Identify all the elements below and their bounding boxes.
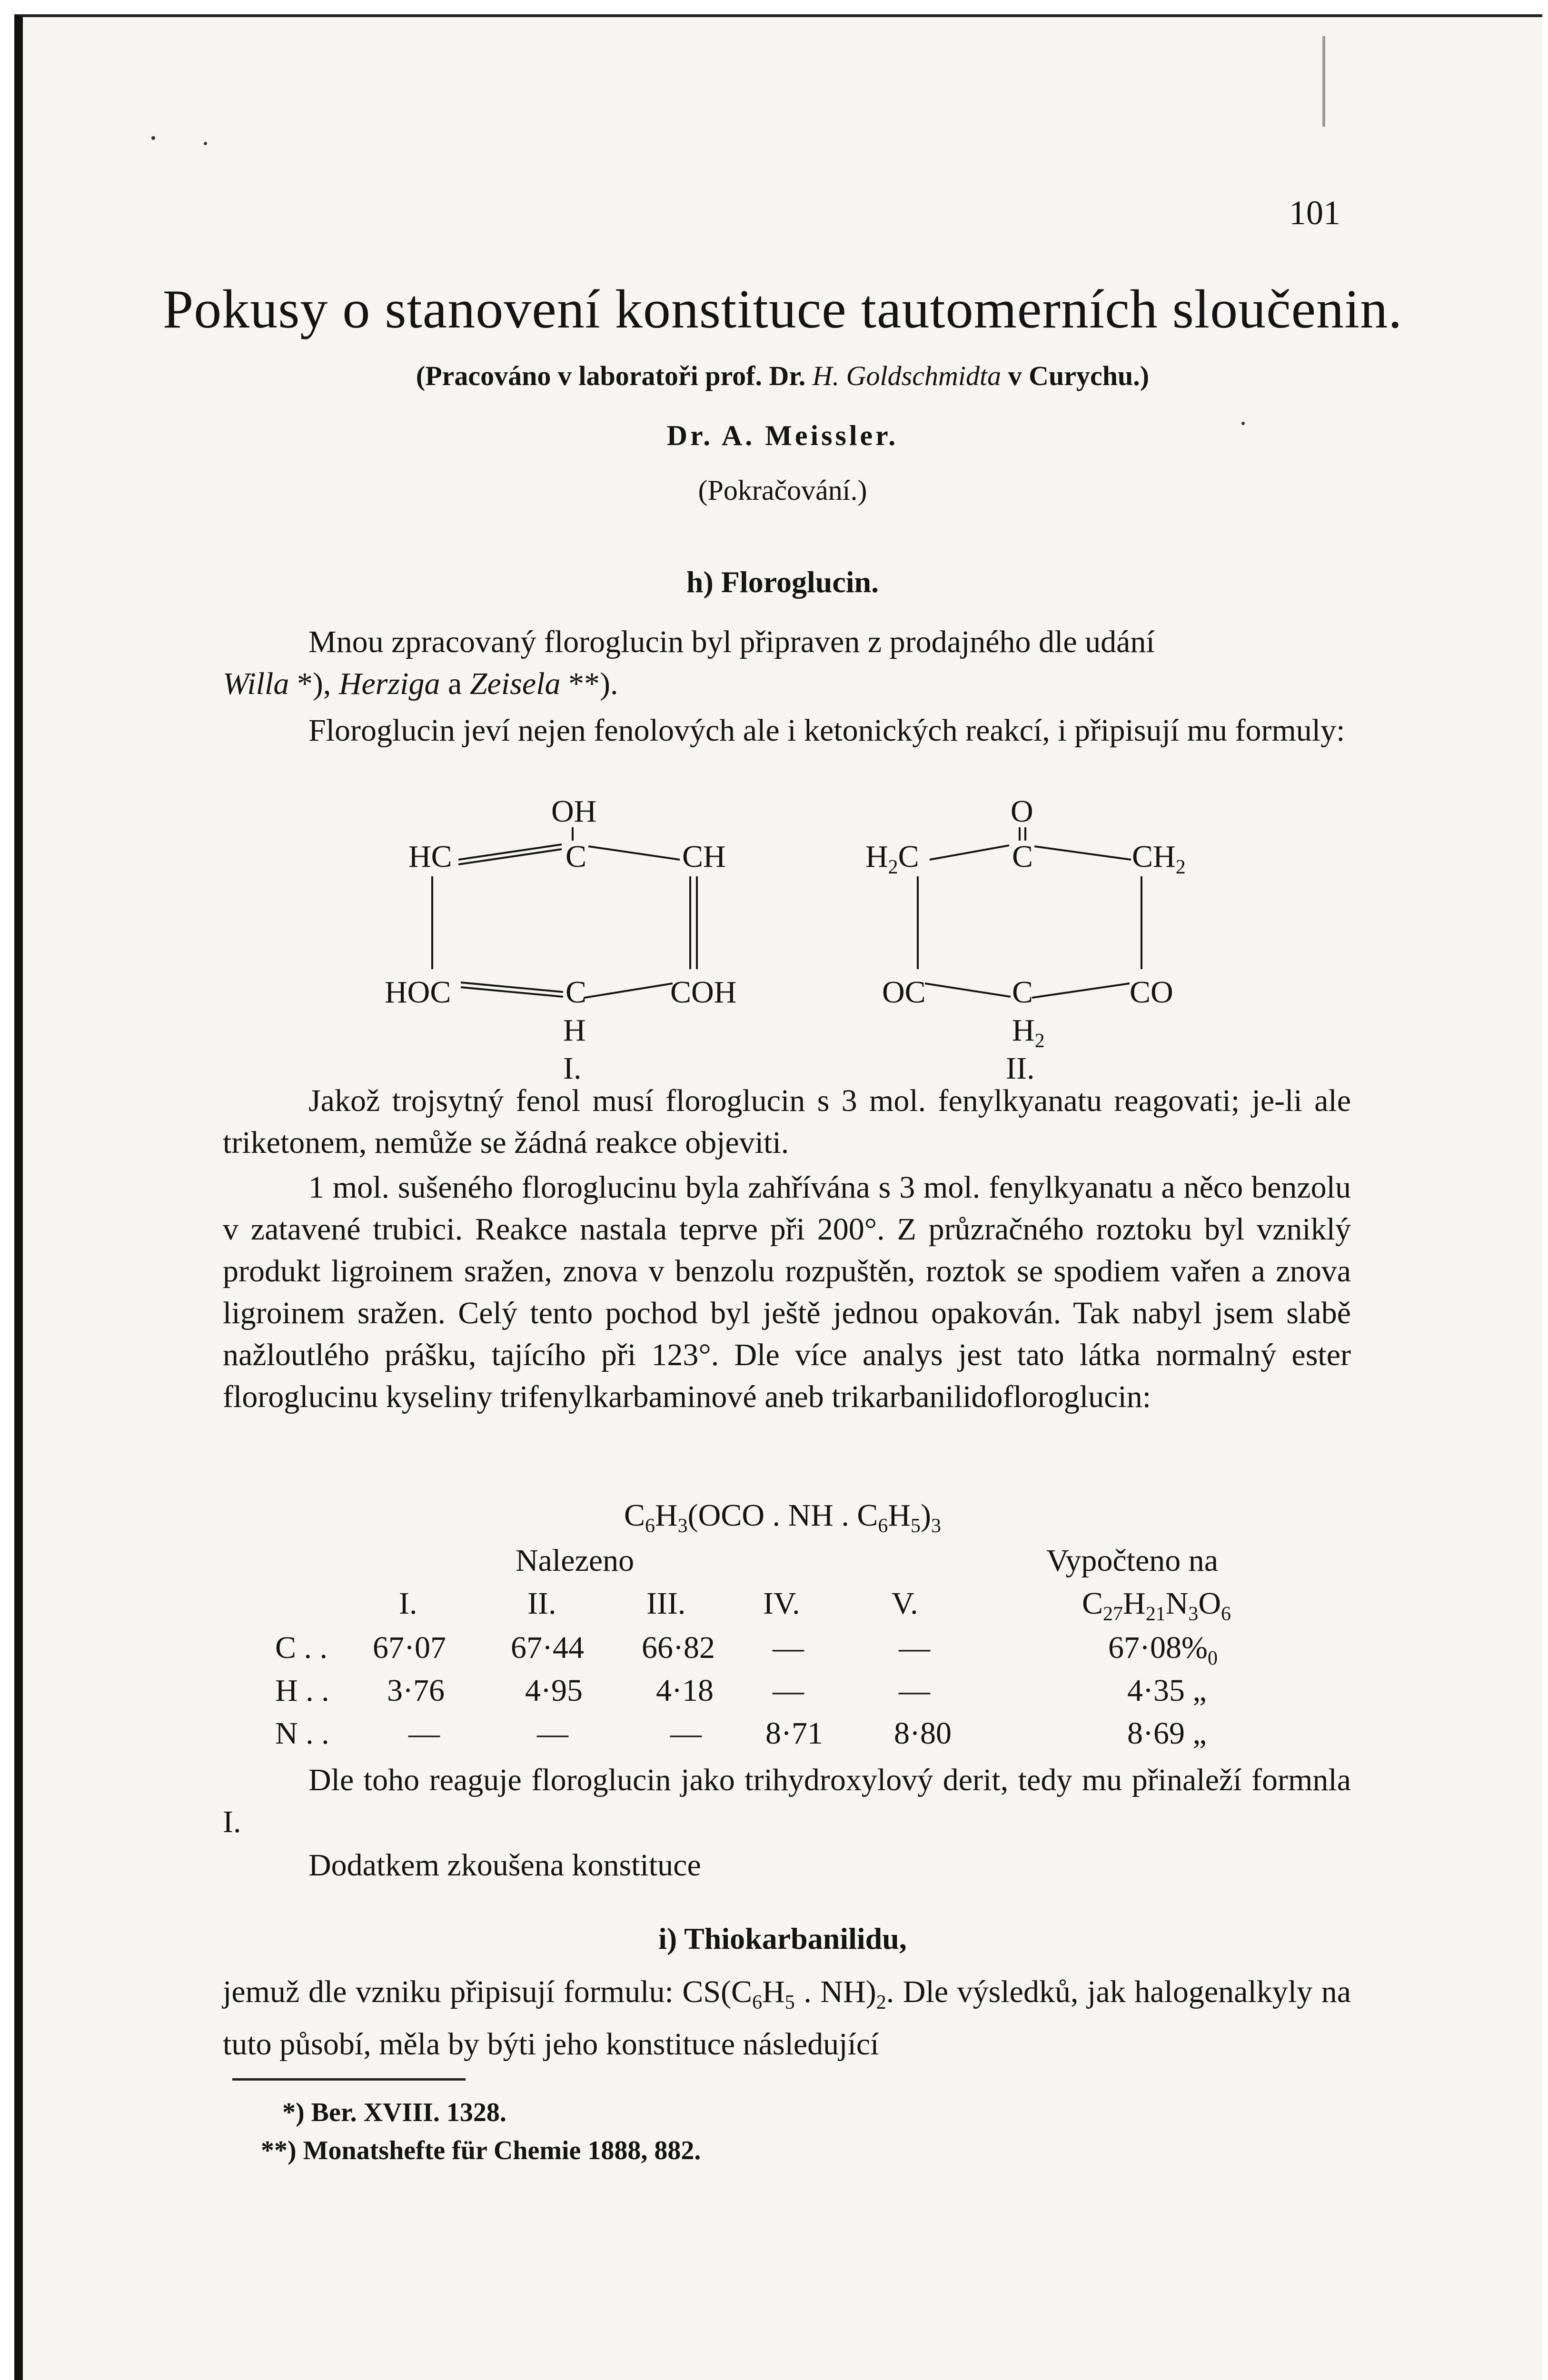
s1-coh: COH xyxy=(670,975,737,1010)
affiliation-line: (Pracováno v laboratoři prof. Dr. H. Goldschmidta v Curychu.) xyxy=(416,360,1150,391)
footnote-2: **) Monatshefte für Chemie 1888, 882. xyxy=(261,2136,701,2165)
s2-ch2: $CH_2$ xyxy=(1132,839,1186,878)
s2-co: CO xyxy=(1130,975,1173,1010)
s2-oc: OC xyxy=(882,975,926,1010)
paragraph-4: 1 mol. sušeného floroglucinu byla zahřívána s 3 mol. fenylkyanatu a něco benzolu v zatavené trubici. Reakce nastala teprve při 200°. Z průzračného roztoku byl vzniklý produkt ligroinem sražen, znova v benzolu rozpuštěn, roztok se spodiem vařen a znova ligroinem sražen. Celý tento pochod byl ještě jednou opakován. Tak nabyl jsem slabě nažloutlého prášku, tajícího při 123°. Dle více analys jest tato látka normalný ester floroglucinu kyseliny trifenylkarbaminové aneb trikarbanilidofloroglucin: xyxy=(223,1170,1351,1414)
table-header-calculated: Vypočteno na xyxy=(1046,1543,1219,1578)
table-cell: 8·80 xyxy=(894,1716,952,1751)
table-cell: 3·76 xyxy=(387,1673,445,1708)
s2-c-top: C xyxy=(1012,839,1033,874)
s2-c-bottom: C xyxy=(1012,975,1033,1010)
table-row-element: H . . xyxy=(275,1673,329,1708)
table-cell: — xyxy=(899,1630,930,1665)
s2-h2c: $H_2C$ xyxy=(865,839,919,878)
paragraph-1-line-1: Mnou zpracovaný floroglucin byl připraven z prodajného dle udání xyxy=(308,625,1155,659)
table-cell: — xyxy=(408,1716,440,1751)
table-row-element: C . . xyxy=(275,1630,328,1665)
table-cell: 66·82 xyxy=(642,1630,715,1665)
footnote-1: *) Ber. XVIII. 1328. xyxy=(282,2098,506,2127)
table-cell: 4·18 xyxy=(656,1673,714,1708)
table-col-header: IV. xyxy=(763,1586,800,1621)
table-row-element: N . . xyxy=(275,1716,329,1751)
scanned-page xyxy=(14,14,1542,2380)
table-col-header: III. xyxy=(646,1586,686,1621)
scan-speck xyxy=(204,142,207,145)
paragraph-2: Floroglucin jeví nejen fenolových ale i ketonických reakcí, i připisují mu formuly: xyxy=(308,713,1345,748)
s2-o: O xyxy=(1011,794,1033,829)
table-col-header: V. xyxy=(892,1586,918,1621)
table-cell: — xyxy=(773,1673,804,1708)
table-cell: — xyxy=(899,1673,930,1708)
paragraph-7: jemuž dle vzniku připisují formulu: $CS(C_6H_5$ . $NH)_2$. Dle výsledků, jak halogenalkyly na tuto působí, měla by býti jeho konstituce následující xyxy=(223,1974,1351,2062)
table-calc-value: $67\cdot 08\%_0$ xyxy=(1108,1630,1218,1670)
table-cell: — xyxy=(773,1630,804,1665)
page-number: 101 xyxy=(1289,194,1340,232)
author-name: Dr. A. Meissler. xyxy=(666,420,899,451)
paragraph-3: Jakož trojsytný fenol musí floroglucin s 3 mol. fenylkyanatu reagovati; je-li ale triketonem, nemůže se žádná reakce objeviti. xyxy=(223,1083,1351,1160)
table-cell: — xyxy=(670,1716,702,1751)
paragraph-5: Dle toho reaguje floroglucin jako trihydroxylový derit, tedy mu přinaleží formnla I. xyxy=(223,1763,1351,1839)
s1-c-bottom: C xyxy=(566,975,587,1010)
scan-speck xyxy=(151,136,155,140)
table-calc-value: 8·69 „ xyxy=(1127,1716,1207,1751)
ester-formula: $C_6H_3(OCO$ . NH . $C_6H_5)_3$ xyxy=(624,1498,942,1537)
table-cell: 67·44 xyxy=(511,1630,584,1665)
table-header-found: Nalezeno xyxy=(516,1543,635,1578)
table-calc-formula: $C_{27}H_{21}N_3O_6$ xyxy=(1082,1586,1231,1626)
s1-oh: OH xyxy=(551,794,597,829)
table-col-header: I. xyxy=(399,1586,417,1621)
s1-ch: CH xyxy=(682,839,726,874)
table-cell: 8·71 xyxy=(765,1716,823,1751)
s1-c-top: C xyxy=(566,839,587,874)
s1-label: I. xyxy=(563,1051,582,1086)
structural-formulas xyxy=(385,793,1203,1086)
section-heading-floroglucin: h) Floroglucin. xyxy=(686,565,879,599)
article-title: Pokusy o stanovení konstituce tautomerních sloučenin. xyxy=(162,279,1403,340)
table-cell: 4·95 xyxy=(525,1673,583,1708)
scan-edge-mark xyxy=(1322,36,1325,127)
table-cell: — xyxy=(537,1716,568,1751)
s1-hoc: HOC xyxy=(385,975,451,1010)
s1-h: H xyxy=(563,1013,586,1048)
s1-hc-top: HC xyxy=(408,839,452,874)
s2-label: II. xyxy=(1006,1051,1035,1086)
footnote-rule xyxy=(232,2078,466,2081)
paragraph-6: Dodatkem zkoušena konstituce xyxy=(308,1848,701,1883)
table-cell: 67·07 xyxy=(373,1630,446,1665)
s2-h2: $H_2$ xyxy=(1012,1013,1045,1052)
paragraph-1-line-2: Willa *), Herziga a Zeisela **). xyxy=(223,666,618,701)
section-heading-thiokarbanilid: i) Thiokarbanilidu, xyxy=(658,1922,907,1955)
table-calc-value: 4·35 „ xyxy=(1127,1673,1207,1708)
continuation-note: (Pokračování.) xyxy=(698,475,867,506)
table-col-header: II. xyxy=(527,1586,556,1621)
